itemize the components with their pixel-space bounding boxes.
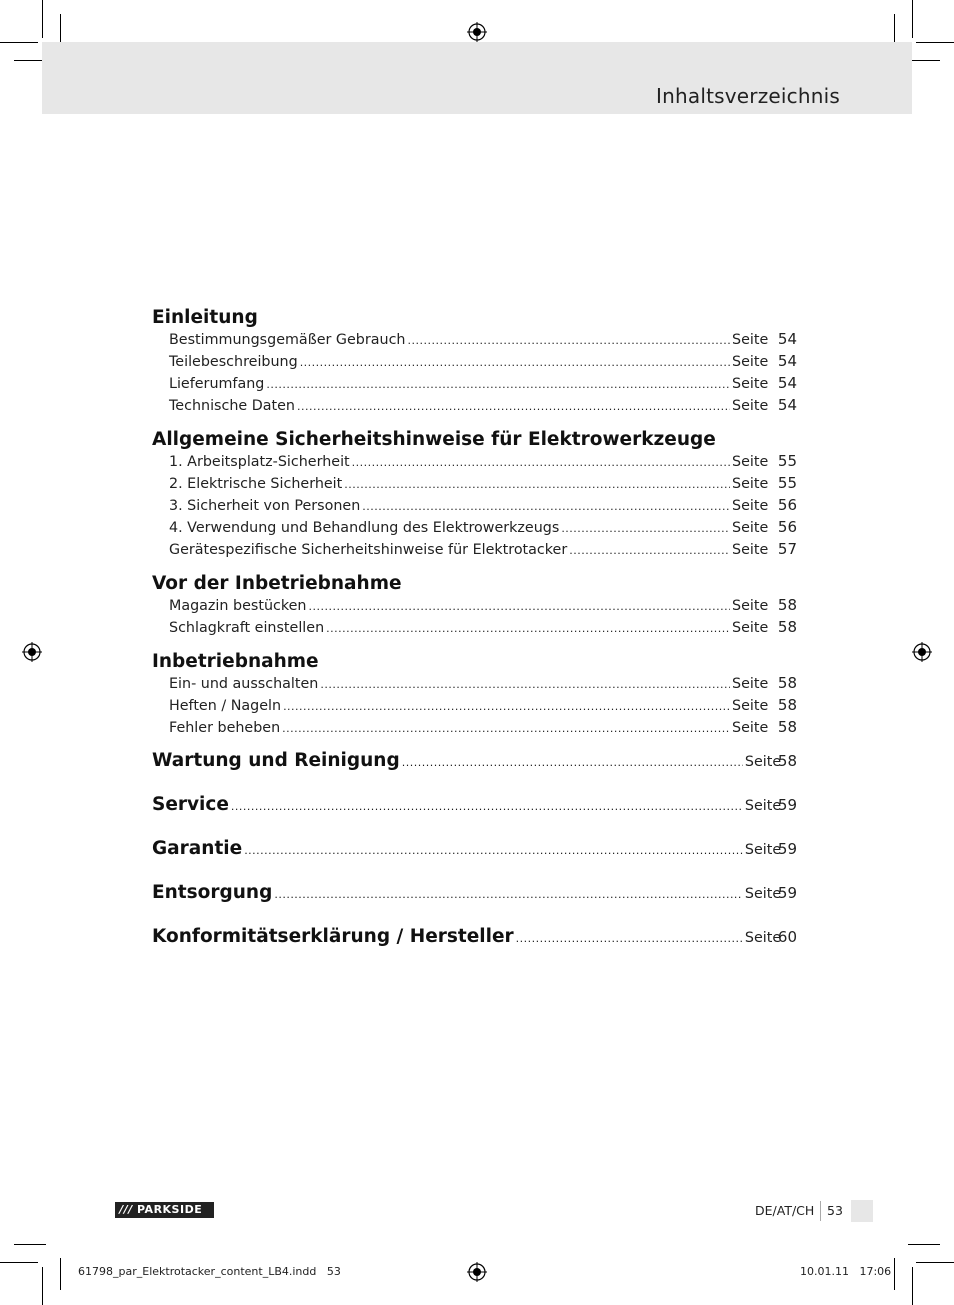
crop-mark xyxy=(912,1267,913,1305)
seite-label: Seite xyxy=(744,886,782,902)
crop-mark xyxy=(912,0,913,38)
entry-label: Konformitätserklärung / Hersteller xyxy=(152,926,514,947)
table-of-contents xyxy=(152,306,797,970)
toc-entry[interactable] xyxy=(152,696,797,718)
seite-label: Seite xyxy=(732,698,769,714)
toc-entry[interactable] xyxy=(152,374,797,396)
page-number-footer: 53 xyxy=(827,1203,843,1218)
section-title: Einleitung xyxy=(152,307,258,328)
section-title: Vor der Inbetriebnahme xyxy=(152,573,402,594)
leader-dots xyxy=(402,756,743,769)
toc-entry[interactable] xyxy=(152,330,797,352)
seite-label: Seite xyxy=(732,720,769,736)
entry-label: 1. Arbeitsplatz-Sicherheit xyxy=(169,454,350,470)
page-number: 55 xyxy=(777,474,797,492)
leader-dots xyxy=(362,500,730,513)
leader-dots xyxy=(569,544,730,557)
registration-mark-icon xyxy=(22,642,42,662)
seite-label: Seite xyxy=(744,930,782,946)
crop-mark xyxy=(916,42,954,43)
toc-entry[interactable] xyxy=(152,452,797,474)
crop-mark xyxy=(14,1244,46,1245)
leader-dots xyxy=(408,334,731,347)
leader-dots xyxy=(266,378,730,391)
page-number: 54 xyxy=(777,352,797,370)
crop-mark xyxy=(894,1258,895,1290)
print-slug-file: 61798_par_Elektrotacker_content_LB4.indd 53 xyxy=(78,1265,341,1278)
crop-mark xyxy=(908,60,940,61)
page-number: 54 xyxy=(777,396,797,414)
toc-section xyxy=(152,428,797,562)
page-number: 59 xyxy=(777,796,797,814)
leader-dots xyxy=(231,800,743,813)
parkside-logo xyxy=(115,1202,214,1218)
page-number: 58 xyxy=(777,752,797,770)
crop-mark xyxy=(908,1244,940,1245)
entry-label: Schlagkraft einstellen xyxy=(169,620,325,636)
seite-label: Seite xyxy=(732,454,769,470)
seite-label: Seite xyxy=(732,332,769,348)
toc-entry[interactable] xyxy=(152,396,797,418)
crop-mark xyxy=(42,1267,43,1305)
page-number: 58 xyxy=(777,618,797,636)
logo-text: PARKSIDE xyxy=(137,1203,203,1216)
toc-main-entry[interactable] xyxy=(152,838,797,882)
toc-entry[interactable] xyxy=(152,352,797,374)
seite-label: Seite xyxy=(732,354,769,370)
seite-label: Seite xyxy=(732,376,769,392)
leader-dots xyxy=(300,356,730,369)
registration-mark-icon xyxy=(467,1262,487,1282)
toc-entry[interactable] xyxy=(152,518,797,540)
registration-mark-icon xyxy=(912,642,932,662)
crop-mark xyxy=(60,1258,61,1290)
seite-label: Seite xyxy=(732,398,769,414)
toc-entry[interactable] xyxy=(152,540,797,562)
page-title: Inhaltsverzeichnis xyxy=(656,84,840,108)
leader-dots xyxy=(274,888,743,901)
seite-label: Seite xyxy=(732,476,769,492)
toc-section xyxy=(152,306,797,418)
toc-entry[interactable] xyxy=(152,674,797,696)
main-sections xyxy=(152,750,797,970)
entry-label: Fehler beheben xyxy=(169,720,281,736)
toc-entry[interactable] xyxy=(152,496,797,518)
crop-mark xyxy=(0,42,38,43)
entry-label: 4. Verwendung und Behandlung des Elektrowerkzeugs xyxy=(169,520,560,536)
entry-label: Bestimmungsgemäßer Gebrauch xyxy=(169,332,406,348)
print-slug-date: 10.01.11 17:06 xyxy=(800,1265,892,1278)
page-number: 59 xyxy=(777,884,797,902)
entry-label: 3. Sicherheit von Personen xyxy=(169,498,361,514)
page-number: 56 xyxy=(777,496,797,514)
leader-dots xyxy=(516,932,743,945)
leader-dots xyxy=(282,722,730,735)
page-number: 58 xyxy=(777,596,797,614)
leader-dots xyxy=(283,700,730,713)
entry-label: Gerätespezifische Sicherheitshinweise für Elektrotacker xyxy=(169,542,568,558)
page-number: 58 xyxy=(777,674,797,692)
leader-dots xyxy=(320,678,730,691)
toc-main-entry[interactable] xyxy=(152,750,797,794)
divider xyxy=(820,1201,821,1221)
entry-label: Heften / Nageln xyxy=(169,698,282,714)
toc-main-entry[interactable] xyxy=(152,926,797,970)
page-number: 54 xyxy=(777,374,797,392)
page-number: 56 xyxy=(777,518,797,536)
crop-mark xyxy=(916,1262,954,1263)
page-number: 58 xyxy=(777,696,797,714)
footer-tab xyxy=(851,1200,873,1222)
seite-label: Seite xyxy=(744,754,782,770)
leader-dots xyxy=(309,600,731,613)
leader-dots xyxy=(561,522,730,535)
leader-dots xyxy=(344,478,730,491)
registration-mark-icon xyxy=(467,22,487,42)
section-title: Allgemeine Sicherheitshinweise für Elektrowerkzeuge xyxy=(152,429,716,450)
leader-dots xyxy=(244,844,743,857)
entry-label: Garantie xyxy=(152,838,243,859)
seite-label: Seite xyxy=(732,620,769,636)
seite-label: Seite xyxy=(744,842,782,858)
page-number: 54 xyxy=(777,330,797,348)
logo-slashes: /// xyxy=(119,1203,133,1216)
seite-label: Seite xyxy=(744,798,782,814)
page-number: 60 xyxy=(777,928,797,946)
seite-label: Seite xyxy=(732,520,769,536)
seite-label: Seite xyxy=(732,676,769,692)
entry-label: Entsorgung xyxy=(152,882,273,903)
toc-section xyxy=(152,650,797,740)
page-number: 55 xyxy=(777,452,797,470)
seite-label: Seite xyxy=(732,598,769,614)
page-number: 59 xyxy=(777,840,797,858)
page-number: 57 xyxy=(777,540,797,558)
entry-label: 2. Elektrische Sicherheit xyxy=(169,476,343,492)
toc-entry[interactable] xyxy=(152,618,797,640)
section-title: Inbetriebnahme xyxy=(152,651,319,672)
crop-mark xyxy=(42,0,43,38)
seite-label: Seite xyxy=(732,498,769,514)
toc-entry[interactable] xyxy=(152,596,797,618)
seite-label: Seite xyxy=(732,542,769,558)
leader-dots xyxy=(326,622,730,635)
leader-dots xyxy=(297,400,730,413)
toc-main-entry[interactable] xyxy=(152,882,797,926)
toc-main-entry[interactable] xyxy=(152,794,797,838)
crop-mark xyxy=(0,1262,38,1263)
entry-label: Teilebeschreibung xyxy=(169,354,298,370)
country-code: DE/AT/CH xyxy=(755,1203,815,1218)
entry-label: Magazin bestücken xyxy=(169,598,307,614)
entry-label: Technische Daten xyxy=(169,398,295,414)
toc-entry[interactable] xyxy=(152,718,797,740)
entry-label: Lieferumfang xyxy=(169,376,265,392)
leader-dots xyxy=(352,456,730,469)
entry-label: Wartung und Reinigung xyxy=(152,750,400,771)
entry-label: Ein- und ausschalten xyxy=(169,676,319,692)
page-number: 58 xyxy=(777,718,797,736)
toc-section xyxy=(152,572,797,640)
entry-label: Service xyxy=(152,794,229,815)
toc-entry[interactable] xyxy=(152,474,797,496)
